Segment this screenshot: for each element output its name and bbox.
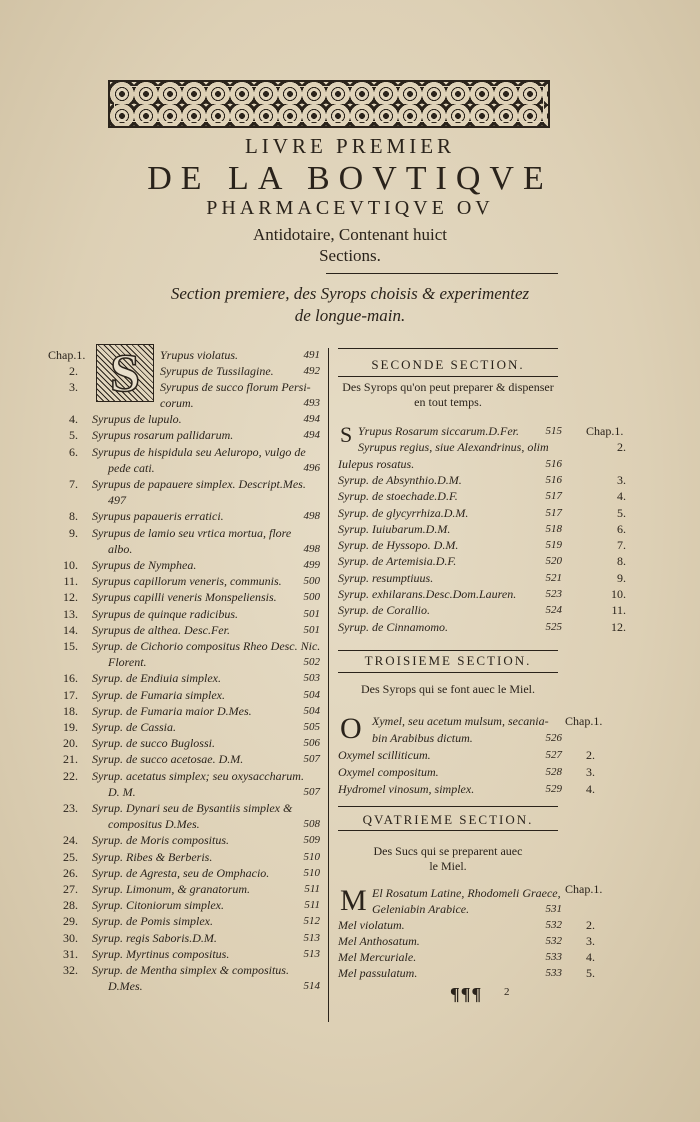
entry-title: D. M. (108, 784, 136, 799)
signature-number: 2 (504, 986, 510, 998)
section1-title-line2: de longue-main. (294, 306, 406, 325)
entry-title: Oxymel compositum. (338, 765, 439, 779)
entry-page: 498 (303, 542, 320, 555)
entry-title: Syrup. Ribes & Berberis. (92, 849, 213, 864)
entry-title: Syrup. de Endiuia simplex. (92, 671, 221, 686)
entry-page: 531 (545, 903, 562, 915)
entry-title: Syrup. exhilarans.Desc.Dom.Lauren. (338, 587, 517, 601)
section2-subtitle-line2: en tout temps. (414, 395, 482, 409)
entry-title: Xymel, seu acetum mulsum, secania- (372, 714, 549, 728)
entry-page: 508 (303, 818, 320, 831)
entry-number: 24. (63, 833, 78, 848)
entry-number: 16. (63, 671, 78, 686)
entry-page: 501 (303, 607, 320, 620)
book-title-line4: Antidotaire, Contenant huict (252, 225, 448, 244)
entry-title: Syrup. de Agresta, seu de Omphacio. (92, 865, 270, 880)
entry-title: Syrupus de lamio seu vrtica mortua, flore (92, 525, 292, 540)
entry-title: Syrupus regius, siue Alexandrinus, olim (358, 440, 549, 455)
entry-number: 27. (63, 882, 78, 896)
entry-number: 3. (617, 472, 626, 487)
entry-page: 511 (304, 899, 320, 912)
entry-page: 526 (545, 732, 562, 744)
entry-title: Syrupus papaueris erratici. (92, 509, 224, 524)
entry-page: 501 (303, 623, 320, 636)
section3-subtitle: Des Syrops qui se font auec le Miel. (361, 682, 535, 696)
entry-page: 504 (303, 704, 320, 717)
entry-number: 9. (69, 525, 78, 540)
book-title-line1: LIVRE PREMIER (244, 134, 456, 158)
entry-title: Syrup. de Cichorio compositus Rheo Desc. Nic. (92, 639, 321, 653)
entry-number: 3. (586, 934, 595, 948)
entry-title: Iulepus rosatus. (338, 456, 415, 471)
entry-page: 494 (303, 429, 320, 442)
section2-chap-label: Chap.1. (586, 424, 624, 438)
entry-title: Yrupus Rosarum siccarum.D.Fer. (358, 424, 520, 438)
entry-title: Mel violatum. (338, 918, 405, 932)
entry-number: 13. (63, 606, 78, 621)
entry-page: 519 (545, 539, 562, 552)
section4-heading: QVATRIEME SECTION. (362, 812, 534, 827)
entry-number: 2. (69, 364, 78, 378)
entry-page: 518 (545, 522, 562, 535)
entry-title: Syrup. de succo Buglossi. (92, 736, 215, 751)
section4-subtitle-line2: le Miel. (429, 859, 467, 873)
entry-title: Syrup. de Fumaria maior D.Mes. (92, 703, 252, 718)
entry-title: Syrupus de Tussilagine. (160, 364, 274, 378)
entry-number: 11. (63, 574, 78, 589)
entry-number: 4. (586, 782, 595, 796)
entry-number: 7. (617, 538, 626, 553)
entry-page: 491 (303, 349, 320, 361)
entry-number: 25. (63, 849, 78, 864)
entry-page: 517 (545, 490, 562, 503)
entry-number: 9. (617, 570, 626, 585)
section4-rule-bottom (338, 830, 558, 831)
entry-page: 503 (303, 672, 320, 685)
entry-number: 29. (63, 914, 78, 929)
entry-number: 10. (63, 558, 78, 572)
entry-page: 514 (303, 980, 320, 993)
entry-title: Syrupus de succo florum Persi- (160, 380, 311, 394)
entry-number: 4. (617, 489, 626, 504)
entry-number: 6. (617, 521, 626, 536)
entry-number: 5. (69, 428, 78, 443)
entry-page: 492 (303, 365, 320, 377)
entry-page: 498 (303, 510, 320, 523)
entry-number: 15. (63, 639, 78, 653)
entry-page: 520 (545, 555, 562, 568)
entry-title: Hydromel vinosum, simplex. (338, 782, 475, 796)
entry-title: Syrup. de succo acetosae. D.M. (92, 752, 244, 767)
entry-page: 516 (545, 473, 562, 486)
entry-number: 2. (586, 918, 595, 932)
entry-title: 497 (108, 493, 126, 508)
entry-title: Syrup. Dynari seu de Bysantiis simplex & (92, 801, 293, 815)
entry-title: Syrupus capillorum veneris, communis. (92, 574, 282, 589)
entry-title: Syrupus de althea. Desc.Fer. (92, 622, 230, 637)
entry-title: Syrupus de papauere simplex. Descript.Mes. (92, 477, 306, 491)
entry-title: Syrupus de Nymphea. (92, 558, 197, 572)
entry-title: Syrup. Iuiubarum.D.M. (338, 521, 451, 536)
entry-number: 30. (63, 930, 78, 945)
entry-title: Syrup. de Fumaria simplex. (92, 687, 225, 702)
section2-heading: SECONDE SECTION. (371, 357, 525, 372)
signature-mark: ¶¶¶ (450, 984, 483, 1004)
entry-title: Syrup. de Hyssopo. D.M. (338, 538, 459, 553)
section3-heading: TROISIEME SECTION. (364, 653, 532, 668)
entry-number: 2. (586, 748, 595, 762)
entry-page: 523 (545, 588, 562, 600)
section2-rule-bottom (338, 376, 558, 377)
entry-number: 5. (586, 966, 595, 980)
entry-title: El Rosatum Latine, Rhodomeli Graece, (372, 886, 561, 900)
entry-title: Syrup. de stoechade.D.F. (338, 489, 458, 504)
entry-title: Mel Mercuriale. (338, 950, 417, 964)
entry-page: 506 (303, 737, 320, 750)
entry-number: 23. (63, 801, 78, 815)
book-title-line5: Sections. (319, 246, 381, 265)
entry-page: 517 (545, 506, 562, 519)
drop-cap (96, 344, 154, 402)
entry-number: 4. (586, 950, 595, 964)
section3-chap-label: Chap.1. (565, 714, 603, 728)
entry-title: Syrup. de Absynthio.D.M. (338, 472, 462, 487)
section3-rule-top (338, 650, 558, 651)
entry-page: 500 (303, 575, 320, 588)
entry-number: 12. (63, 590, 78, 605)
entry-number: 7. (69, 477, 78, 491)
entry-title: D.Mes. (108, 979, 143, 994)
entry-title: Syrupus capilli veneris Monspeliensis. (92, 590, 277, 605)
entry-page: 511 (304, 883, 320, 895)
entry-title: Florent. (108, 655, 147, 670)
entry-number: 8. (69, 509, 78, 524)
entry-page: 532 (545, 919, 562, 931)
entry-title: Syrup. de Cinnamomo. (338, 619, 448, 634)
entry-title: Syrup. acetatus simplex; seu oxysaccharum. (92, 768, 304, 783)
section1-chap-label: Chap.1. (48, 348, 86, 362)
entry-title: Geleniabin Arabice. (372, 902, 470, 916)
entry-title: Oxymel scilliticum. (338, 748, 431, 762)
entry-number: 2. (617, 440, 626, 455)
section2-drop-cap: S (340, 422, 353, 447)
entry-page: 516 (545, 457, 562, 470)
entry-page: 513 (303, 947, 320, 960)
entry-page: 528 (545, 766, 562, 778)
entry-number: 18. (63, 703, 78, 718)
entry-page: 510 (303, 850, 320, 863)
title-rule (326, 273, 558, 274)
entry-title: Syrup. de glycyrrhiza.D.M. (338, 505, 469, 520)
entry-number: 32. (63, 963, 78, 977)
entry-number: 26. (63, 865, 78, 880)
entry-page: 525 (545, 620, 562, 633)
entry-title: Syrupus rosarum pallidarum. (92, 428, 234, 443)
entry-page: 512 (303, 915, 320, 928)
entry-page: 521 (545, 571, 562, 584)
entry-number: 21. (63, 752, 78, 767)
entry-page: 502 (303, 656, 320, 669)
entry-page: 524 (545, 604, 562, 617)
entry-page: 496 (303, 461, 320, 474)
entry-title: Syrup. de Artemisia.D.F. (338, 554, 457, 569)
section3-drop-cap: O (340, 712, 362, 745)
entry-page: 532 (545, 935, 562, 947)
entry-page: 504 (303, 688, 320, 701)
entry-title: corum. (160, 396, 194, 410)
entry-page: 529 (545, 783, 562, 795)
book-title-line2: DE LA BOVTIQVE (147, 160, 553, 197)
entry-title: pede cati. (108, 460, 155, 475)
entry-title: Syrupus de hispidula seu Aeluropo, vulgo de (92, 444, 306, 459)
entry-title: Syrup. resumptiuus. (338, 570, 434, 585)
entry-title: Syrup. de Moris compositus. (92, 833, 229, 848)
section4-subtitle (338, 844, 558, 874)
ornamental-headpiece (108, 80, 550, 128)
entry-number: 8. (617, 554, 626, 569)
entry-page: 507 (303, 785, 320, 798)
entry-number: 10. (611, 587, 626, 601)
entry-page: 494 (303, 413, 320, 426)
entry-title: Syrup. Myrtinus compositus. (92, 946, 230, 961)
entry-title: Syrup. de Pomis simplex. (92, 914, 213, 929)
entry-title: Mel Anthosatum. (338, 934, 420, 948)
column-divider (328, 348, 329, 1022)
section4-rule-top (338, 806, 558, 807)
entry-title: compositus D.Mes. (108, 817, 200, 832)
entry-page: 509 (303, 834, 320, 847)
entry-number: 3. (69, 380, 78, 394)
entry-number: 22. (63, 768, 78, 783)
entry-title: Mel passulatum. (338, 966, 418, 980)
entry-page: 533 (545, 951, 562, 963)
entry-page: 499 (303, 559, 320, 571)
entry-title: albo. (108, 541, 133, 556)
section2-rule-top (338, 348, 558, 349)
section2-subtitle-line1: Des Syrops qu'on peut preparer & dispenser (342, 380, 554, 394)
entry-number: 12. (611, 619, 626, 634)
entry-title: Syrup. de Cassia. (92, 720, 176, 734)
drop-cap-letter: S (109, 343, 141, 403)
entry-title: Yrupus violatus. (160, 348, 239, 362)
entry-page: 507 (303, 753, 320, 766)
section1-title-line1: Section premiere, des Syrops choisis & experimentez (170, 284, 530, 303)
entry-page: 493 (303, 397, 320, 409)
entry-number: 28. (63, 898, 78, 913)
entry-page: 500 (303, 591, 320, 604)
entry-number: 6. (69, 444, 78, 459)
book-title-line3: PHARMACEVTIQVE OV (206, 197, 494, 219)
entry-title: Syrup. Limonum, & granatorum. (92, 882, 251, 896)
section1-title (120, 283, 580, 327)
entry-title: Syrup. de Corallio. (338, 603, 430, 618)
entry-title: Syrupus de lupulo. (92, 412, 182, 427)
entry-number: 11. (611, 603, 626, 618)
entry-number: 31. (63, 946, 78, 961)
entry-title: Syrup. Citoniorum simplex. (92, 898, 224, 913)
entry-number: 19. (63, 720, 78, 734)
entry-page: 533 (545, 967, 562, 979)
section4-chap-label: Chap.1. (565, 882, 603, 896)
entry-title: Syrup. regis Saboris.D.M. (92, 930, 217, 945)
entry-number: 4. (69, 412, 78, 427)
entry-number: 3. (586, 765, 595, 779)
entry-number: 14. (63, 622, 78, 637)
entry-page: 527 (545, 749, 562, 761)
section4-drop-cap: M (340, 884, 367, 917)
entry-page: 515 (545, 425, 562, 437)
section4-subtitle-line1: Des Sucs qui se preparent auec (373, 844, 523, 858)
entry-number: 17. (63, 687, 78, 702)
entry-page: 510 (303, 866, 320, 879)
entry-number: 20. (63, 736, 78, 751)
section2-subtitle (338, 380, 558, 410)
entry-title: Syrupus de quinque radicibus. (92, 606, 238, 621)
section3-rule-bottom (338, 672, 558, 673)
entry-page: 505 (303, 721, 320, 733)
entry-number: 5. (617, 505, 626, 520)
entry-page: 513 (303, 931, 320, 944)
entry-title: bin Arabibus dictum. (372, 731, 473, 745)
entry-title: Syrup. de Mentha simplex & compositus. (92, 963, 289, 977)
